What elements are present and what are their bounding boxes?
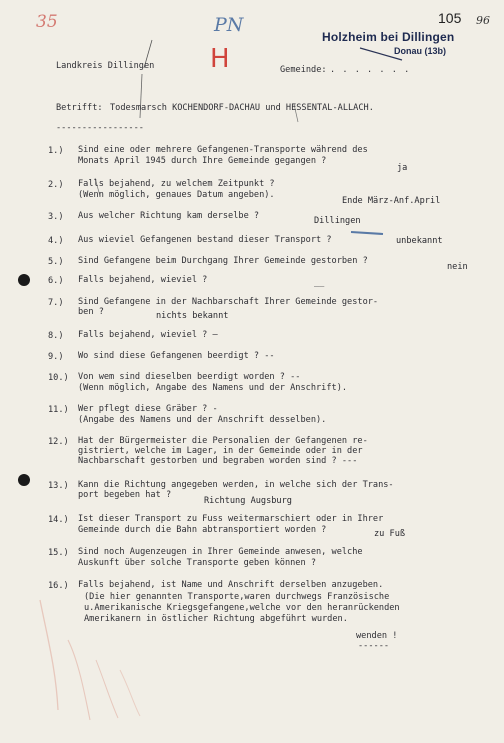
question-line: (Wenn möglich, genaues Datum angeben).	[78, 190, 275, 200]
answer-blank: __	[314, 278, 325, 288]
question-number: 12.)	[48, 437, 69, 447]
question-line: Wer pflegt diese Gräber ? -	[78, 404, 218, 414]
question-line: gistriert, welche im Lager, in der Gemeinde oder in der	[78, 446, 363, 456]
municipality-value: . . . . . . .	[330, 65, 411, 75]
closing-note-line: u.Amerikanische Kriegsgefangene,welche vor den heranrückenden	[84, 603, 400, 613]
question-number: 6.)	[48, 276, 64, 286]
question-line: Sind Gefangene beim Durchgang Ihrer Gemeinde gestorben ?	[78, 256, 368, 266]
question-line: Von wem sind dieselben beerdigt worden ? --	[78, 372, 301, 382]
answer: nichts bekannt	[156, 311, 229, 321]
question-number: 9.)	[48, 352, 64, 362]
red-letter-mark: H	[210, 44, 230, 74]
question-number: 13.)	[48, 481, 69, 491]
question-line: Kann die Richtung angegeben werden, in welche sich der Trans-	[78, 480, 394, 490]
question-line: Monats April 1945 durch Ihre Gemeinde gegangen ?	[78, 156, 327, 166]
question-line: (Wenn möglich, Angabe des Namens und der Anschrift).	[78, 383, 348, 393]
question-line: ben ?	[78, 307, 104, 317]
answer: nein	[447, 262, 468, 272]
question-line: Sind eine oder mehrere Gefangenen-Transporte während des	[78, 145, 368, 155]
subject-label: Betrifft:	[56, 103, 103, 113]
question-line: Falls bejahend, wieviel ?	[78, 275, 208, 285]
question-number: 11.)	[48, 405, 69, 415]
question-line: Falls bejahend, ist Name und Anschrift derselben anzugeben.	[78, 580, 384, 590]
question-line: Wo sind diese Gefangenen beerdigt ? --	[78, 351, 275, 361]
signoff-text: wenden !	[356, 631, 398, 641]
question-line: Falls bejahend, wieviel ? —	[78, 330, 218, 340]
question-line: Falls bejahend, zu welchem Zeitpunkt ?	[78, 179, 275, 189]
answer: ja	[397, 163, 408, 173]
question-line: (Angabe des Namens und der Anschrift desselben).	[78, 415, 327, 425]
question-number: 15.)	[48, 548, 69, 558]
stamp-region: Donau (13b)	[394, 46, 447, 56]
municipality-label: Gemeinde:	[280, 65, 327, 75]
closing-note-line: (Die hier genannten Transporte,waren durchwegs Französische	[84, 592, 390, 602]
question-line: Sind noch Augenzeugen in Ihrer Gemeinde anwesen, welche	[78, 547, 363, 557]
question-line: port begeben hat ?	[78, 490, 172, 500]
question-number: 16.)	[48, 581, 69, 591]
question-number: 2.)	[48, 180, 64, 190]
punch-hole	[18, 474, 30, 486]
answer: Ende März-Anf.April	[342, 196, 441, 206]
question-line: Sind Gefangene in der Nachbarschaft Ihrer Gemeinde gestor-	[78, 297, 379, 307]
question-line: Ist dieser Transport zu Fuss weitermarschiert oder in Ihrer	[78, 514, 384, 524]
answer: Dillingen	[314, 216, 361, 226]
stamp-place: Holzheim bei Dillingen	[322, 30, 455, 44]
handwritten-initials: PN	[214, 14, 244, 36]
answer: zu Fuß	[374, 529, 406, 539]
question-line: Aus wieviel Gefangenen bestand dieser Transport ?	[78, 235, 332, 245]
answer: unbekannt	[396, 236, 443, 246]
question-line: Aus welcher Richtung kam derselbe ?	[78, 211, 260, 221]
question-number: 10.)	[48, 373, 69, 383]
district-label: Landkreis Dillingen	[56, 61, 155, 71]
question-number: 5.)	[48, 257, 64, 267]
question-number: 8.)	[48, 331, 64, 341]
question-number: 7.)	[48, 298, 64, 308]
question-line: Hat der Bürgermeister die Personalien der Gefangenen re-	[78, 436, 368, 446]
question-number: 1.)	[48, 146, 64, 156]
red-page-number: 35	[36, 12, 58, 32]
answer: Richtung Augsburg	[204, 496, 292, 506]
punch-hole	[18, 274, 30, 286]
question-number: 14.)	[48, 515, 69, 525]
question-number: 3.)	[48, 212, 64, 222]
question-line: Gemeinde durch die Bahn abtransportiert worden ?	[78, 525, 327, 535]
question-number: 4.)	[48, 236, 64, 246]
closing-note-line: Amerikanern in östlicher Richtung abgeführt wurden.	[84, 614, 348, 624]
question-line: Nachbarschaft gestorben und begraben worden sind ? ---	[78, 456, 358, 466]
signoff-rule: ------	[358, 641, 390, 651]
question-line: Auskunft über solche Transporte geben können ?	[78, 558, 316, 568]
archive-page-number: 105	[438, 10, 462, 26]
subject-text: Todesmarsch KOCHENDORF-DACHAU und HESSENTAL-ALLACH.	[110, 103, 374, 113]
separator-line: -----------------	[56, 123, 144, 133]
corner-mark: 96	[476, 14, 490, 27]
